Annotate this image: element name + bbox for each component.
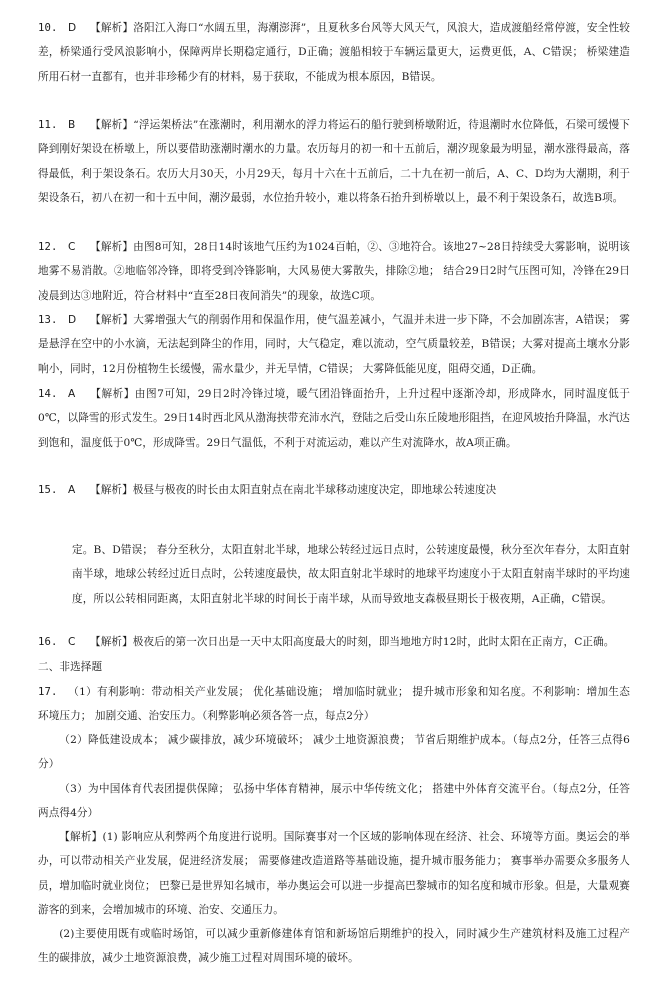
item-answer: C	[68, 636, 76, 648]
section-title: 二、非选择题	[38, 661, 103, 673]
item-number: 16.	[38, 636, 58, 648]
item-answer: A	[68, 388, 76, 400]
analysis-paragraph-1: 【解析】(1) 影响应从利弊两个角度进行说明。国际赛事对一个区域的影响体现在经济、社会、环境等方面。奥运会的举办，可以带动相关产业发展，促进经济发展； 需要修建改造道路等基础设施，提升城市服务能力； 赛事举办需要众多服务人员，增加临时就业岗位； 巴黎已是世界知名城市，举办奥运会可以进一步提高巴黎城市的知名度和城市形象。但是，大量观赛游客的到来，会增加城市的环境、治安、交通压力。	[38, 831, 630, 917]
answer-item-11	[38, 113, 630, 211]
answer-item-12	[38, 235, 630, 308]
item-number: 11.	[38, 119, 58, 131]
item-number: 17.	[38, 686, 58, 698]
item-number: 15.	[38, 484, 58, 496]
item-explanation: 【解析】大雾增强大气的削弱作用和保温作用，使气温差减小，气温并未进一步下降，不会加剧冻害，A错误； 雾是悬浮在空中的小水滴，无法起到降尘的作用，同时，大气稳定，难以流动，空气质量较差，B错误；大雾对提高土壤水分影响小，同时，12月份植物生长缓慢，需水量少，并无旱情，C错误； 大雾降低能见度，阻碍交通，D正确。	[38, 314, 630, 375]
item-answer: A	[68, 484, 76, 496]
item-explanation: 【解析】“浮运架桥法”在涨潮时，利用潮水的浮力将运石的船行驶到桥墩附近，待退潮时水位降低，石梁可缓慢下降到刚好架设在桥墩上，所以要借助涨潮时潮水的力量。农历每月的初一和十五前后，潮汐现象最为明显，潮水涨得最高，落得最低，利于架设条石。农历大月30天，小月29天，每月十六在十五前后，二十九在初一前后，A、C、D均为大潮期，利于架设条石，初八在初一和十五中间，潮汐最弱，水位抬升较小，难以将条石抬升到桥墩以上，最不利于架设条石，故选B项。	[38, 119, 630, 205]
question-17-part1	[38, 680, 630, 729]
item-answer: C	[68, 241, 76, 253]
item-explanation: 【解析】极昼与极夜的时长由太阳直射点在南北半球移动速度决定，即地球公转速度决	[90, 484, 497, 496]
answer-item-15	[38, 478, 630, 502]
answer-item-16	[38, 630, 630, 654]
item-explanation: 【解析】极夜后的第一次日出是一天中太阳高度最大的时刻，即当地地方时12时，此时太阳在正南方，C正确。	[90, 636, 615, 648]
item-number: 12.	[38, 241, 58, 253]
item-explanation: 【解析】由图8可知，28日14时该地气压约为1024百帕，②、③地符合。该地27~28日持续受大雾影响，说明该地雾不易消散。②地临邻冷锋，即将受到冷锋影响，大风易使大雾散失，排除②地； 结合29日2时气压图可知，冷锋在29日凌晨到达③地附近，符合材料中“直至28日夜间消失”的现象，故选C项。	[38, 241, 630, 302]
item-number: 14.	[38, 388, 58, 400]
item-explanation: 【解析】由图7可知，29日2时冷锋过境，暖气团沿锋面抬升，上升过程中逐渐冷却，形成降水，同时温度低于0℃，以降雪的形式发生。29日14时西北风从渤海挟带充沛水汽，登陆之后受山东丘陵地形阻挡，在迎风坡抬升降温，水汽达到饱和，温度低于0℃，形成降雪。29日气温低，不利于对流运动，难以产生对流降水，故A项正确。	[38, 388, 630, 449]
item-explanation: 【解析】洛阳江入海口“水阔五里，海潮澎湃”，且夏秋多台风等大风天气，风浪大，造成渡船经常停渡，安全性较差，桥梁通行受风浪影响小，保障两岸长期稳定通行，D正确；渡船相较于车辆运量更大，运费更低，A、C错误； 桥梁建造所用石材一直都有，也并非珍稀少有的材料，易于获取，不能成为根本原因，B错误。	[38, 22, 630, 83]
analysis-paragraph-2: (2)主要使用既有或临时场馆，可以减少重新修建体育馆和新场馆后期维护的投入，同时减少生产建筑材料及施工过程产生的碳排放，减少土地资源浪费，减少施工过程对周围环境的破坏。	[38, 928, 630, 965]
item-answer: D	[68, 22, 77, 34]
part-text: （1）有利影响：带动相关产业发展； 优化基础设施； 增加临时就业； 提升城市形象和知名度。不利影响：增加生态环境压力； 加剧交通、治安压力。（利弊影响必须各答一点，每点2分）	[38, 686, 630, 723]
answer-item-13	[38, 308, 630, 381]
answer-item-14	[38, 382, 630, 455]
question-17-part2: （2）降低建设成本； 减少碳排放，减少环境破坏； 减少土地资源浪费； 节省后期维护成本。（每点2分，任答三点得6分）	[38, 734, 630, 771]
question-17-part3: （3）为中国体育代表团提供保障； 弘扬中华体育精神，展示中华传统文化； 搭建中外体育交流平台。（每点2分，任答两点得4分）	[38, 783, 630, 820]
item-answer: D	[68, 314, 77, 326]
answer-item-10	[38, 16, 630, 89]
item-number: 10.	[38, 22, 58, 34]
item-answer: B	[68, 119, 76, 131]
item-number: 13.	[38, 314, 58, 326]
answer-item-15-continued: 定。B、D错误； 春分至秋分，太阳直射北半球，地球公转经过远日点时，公转速度最慢，秋分至次年春分，太阳直射南半球，地球公转经过近日点时，公转速度最快，故太阳直射北半球时的地球平均速度小于太阳直射南半球时的平均速度，所以公转相同距离，太阳直射北半球的时间长于南半球，从而导致地支森极昼期长于极夜期，A正确，C错误。	[72, 544, 630, 605]
